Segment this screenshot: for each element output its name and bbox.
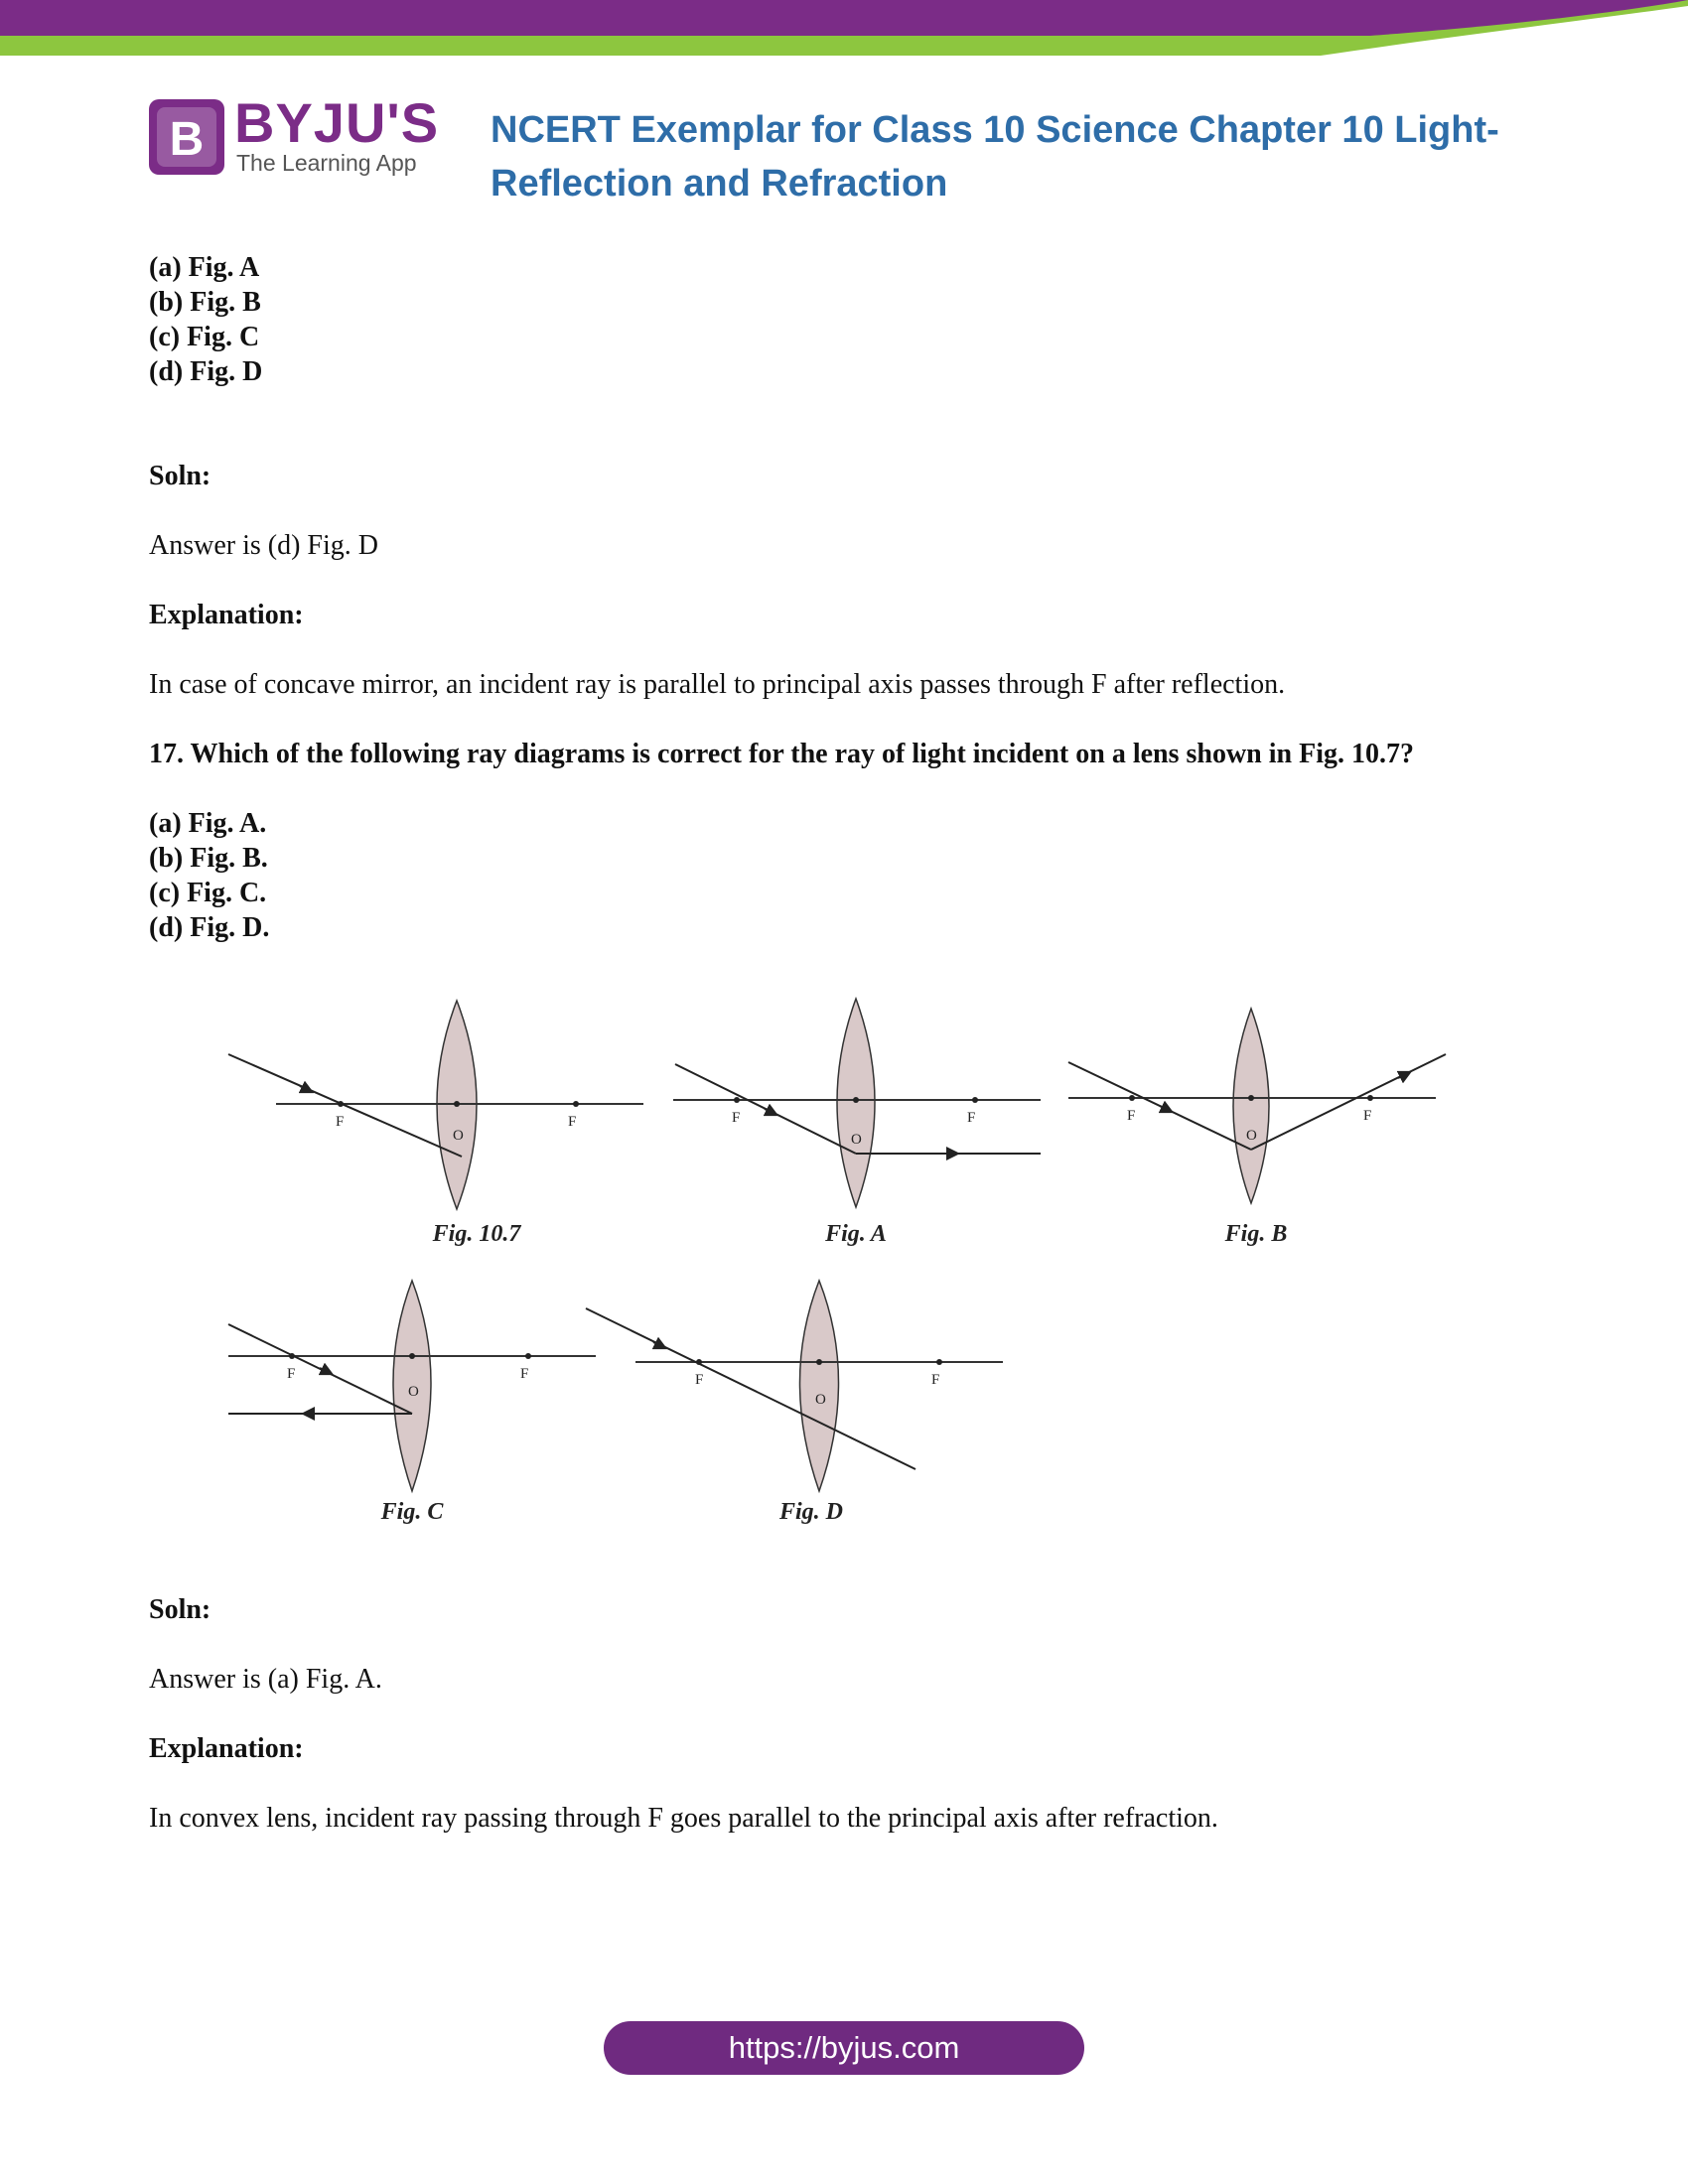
incident-ray xyxy=(228,1054,462,1157)
focus-label-right: F xyxy=(967,1110,976,1126)
q17-question: 17. Which of the following ray diagrams is correct for the ray of light incident on a lens shown in Fig. 10.7? xyxy=(149,739,1414,769)
q16-option-d: (d) Fig. D xyxy=(149,356,263,387)
focus-label-right: F xyxy=(931,1372,940,1388)
q16-option-a: (a) Fig. A xyxy=(149,252,260,283)
brand-name: BYJU'S xyxy=(234,91,440,154)
q17-options xyxy=(149,806,1559,945)
footer-url-link[interactable]: https://byjus.com xyxy=(604,2021,1084,2075)
optical-centre-label: O xyxy=(815,1392,826,1408)
logo-b-icon xyxy=(149,99,224,175)
q16-explanation: In case of concave mirror, an incident ray is parallel to principal axis passes through F after reflection. xyxy=(149,669,1286,700)
incident-ray xyxy=(586,1308,915,1469)
q16-option-b: (b) Fig. B xyxy=(149,287,261,318)
fig-d-diagram xyxy=(586,1281,1003,1525)
title-line-1: NCERT Exemplar for Class 10 Science Chapter 10 Light- xyxy=(491,109,1499,151)
fig-a-caption: Fig. A xyxy=(825,1221,887,1247)
q17-answer: Answer is (a) Fig. A. xyxy=(149,1664,382,1695)
q16-explanation-label: Explanation: xyxy=(149,600,304,630)
optical-centre-label: O xyxy=(851,1132,862,1148)
q17-explanation-label: Explanation: xyxy=(149,1733,304,1764)
q17-option-a: (a) Fig. A. xyxy=(149,808,267,839)
ray-diagrams xyxy=(209,983,1499,1539)
fig-10-7-diagram xyxy=(228,1001,643,1247)
q16-options xyxy=(149,250,1559,389)
focus-label-left: F xyxy=(1127,1108,1136,1124)
q17-option-c: (c) Fig. C. xyxy=(149,878,267,908)
byjus-logo xyxy=(149,91,440,179)
fig-c-caption: Fig. C xyxy=(380,1499,444,1525)
document-body xyxy=(149,250,1559,945)
refracted-ray xyxy=(1251,1054,1446,1150)
focus-label-left: F xyxy=(336,1114,345,1130)
focus-label-right: F xyxy=(1363,1108,1372,1124)
title-line-2: Reflection and Refraction xyxy=(491,163,948,205)
optical-centre-label: O xyxy=(453,1128,464,1144)
focus-label-right: F xyxy=(520,1366,529,1382)
q17-soln-label: Soln: xyxy=(149,1594,211,1625)
convex-lens xyxy=(800,1281,839,1491)
header-band xyxy=(0,0,1688,60)
fig-b-caption: Fig. B xyxy=(1224,1221,1288,1247)
optical-centre-label: O xyxy=(408,1384,419,1400)
focus-label-left: F xyxy=(695,1372,704,1388)
brand-tagline: The Learning App xyxy=(236,150,417,176)
fig-c-diagram xyxy=(228,1281,596,1525)
logo-letter: B xyxy=(169,113,205,166)
optical-centre-label: O xyxy=(1246,1128,1257,1144)
focus-label-left: F xyxy=(732,1110,741,1126)
q16-answer: Answer is (d) Fig. D xyxy=(149,530,378,561)
fig-10-7-caption: Fig. 10.7 xyxy=(432,1221,521,1247)
fig-d-caption: Fig. D xyxy=(778,1499,844,1525)
focus-label-right: F xyxy=(568,1114,577,1130)
convex-lens xyxy=(1233,1009,1269,1203)
focus-label-left: F xyxy=(287,1366,296,1382)
q17-explanation: In convex lens, incident ray passing through F goes parallel to the principal axis after refraction. xyxy=(149,1803,1218,1834)
q16-option-c: (c) Fig. C xyxy=(149,322,260,352)
fig-a-diagram xyxy=(673,999,1041,1247)
q17-option-d: (d) Fig. D. xyxy=(149,912,270,943)
q17-option-b: (b) Fig. B. xyxy=(149,843,268,874)
document-title xyxy=(491,103,1503,210)
q16-soln-label: Soln: xyxy=(149,461,211,491)
q17-solution xyxy=(149,1592,1559,1836)
fig-b-diagram xyxy=(1068,1009,1446,1247)
